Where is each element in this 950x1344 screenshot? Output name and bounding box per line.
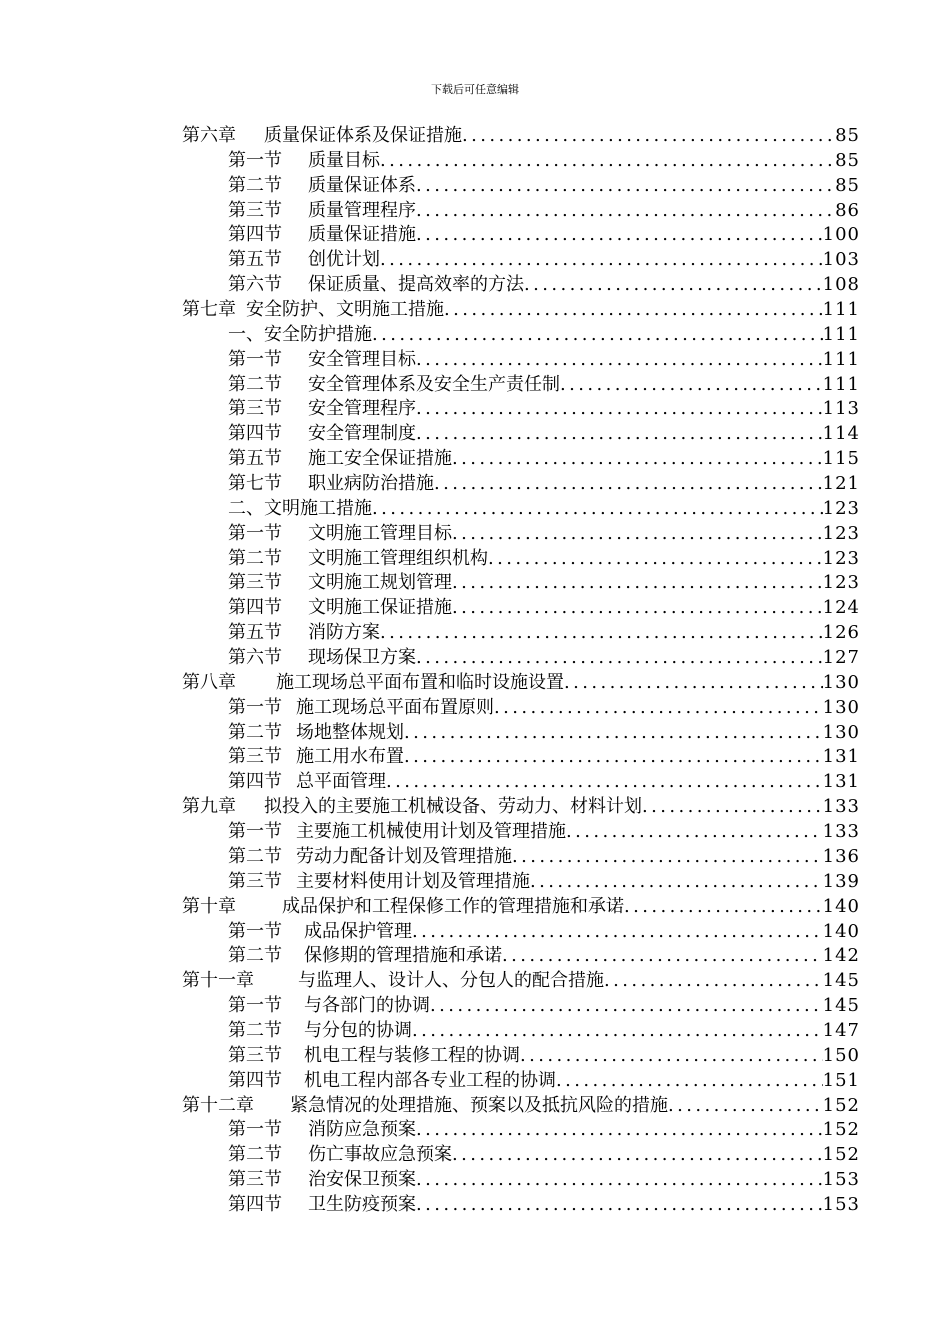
toc-dot-leader bbox=[462, 124, 835, 149]
toc-entry-text: 成品保护管理 bbox=[304, 920, 412, 942]
toc-entry-text: 消防应急预案 bbox=[308, 1119, 416, 1141]
toc-section-entry[interactable] bbox=[182, 497, 860, 522]
toc-entry-text: 质量目标 bbox=[308, 149, 380, 171]
toc-entry-title bbox=[228, 845, 512, 870]
toc-page-number: 123 bbox=[822, 547, 860, 569]
toc-entry-number: 第一节 bbox=[228, 522, 282, 544]
toc-dot-leader bbox=[512, 845, 823, 870]
toc-entry-title bbox=[228, 422, 416, 447]
toc-entry-title bbox=[228, 373, 560, 398]
toc-entry-number: 第二节 bbox=[228, 373, 282, 395]
toc-dot-leader bbox=[404, 745, 823, 770]
toc-section-entry[interactable] bbox=[182, 820, 860, 845]
toc-entry-number: 第三节 bbox=[228, 1169, 282, 1191]
toc-dot-leader bbox=[372, 323, 823, 348]
toc-entry-text: 文明施工管理目标 bbox=[308, 522, 452, 544]
toc-page-number: 131 bbox=[822, 771, 860, 793]
toc-dot-leader bbox=[452, 571, 823, 596]
toc-section-entry[interactable] bbox=[182, 447, 860, 472]
toc-entry-text: 机电工程与装修工程的协调 bbox=[304, 1044, 520, 1066]
toc-entry-title bbox=[228, 820, 566, 845]
toc-entry-title bbox=[182, 1094, 668, 1119]
toc-entry-title bbox=[228, 323, 372, 348]
toc-page-number: 85 bbox=[835, 174, 860, 196]
toc-dot-leader bbox=[624, 895, 823, 920]
toc-page-number: 147 bbox=[822, 1019, 860, 1041]
toc-section-entry[interactable] bbox=[182, 1069, 860, 1094]
toc-entry-number: 第五节 bbox=[228, 622, 282, 644]
toc-section-entry[interactable] bbox=[182, 422, 860, 447]
toc-section-entry[interactable] bbox=[182, 174, 860, 199]
toc-entry-text: 拟投入的主要施工机械设备、劳动力、材料计划 bbox=[264, 796, 642, 818]
toc-page-number: 85 bbox=[835, 125, 860, 146]
toc-page-number: 103 bbox=[822, 249, 860, 271]
toc-page-number: 127 bbox=[822, 647, 860, 669]
toc-entry-text: 安全管理程序 bbox=[308, 398, 416, 420]
toc-section-entry[interactable] bbox=[182, 770, 860, 795]
toc-entry-text: 一、安全防护措施 bbox=[228, 323, 372, 345]
toc-dot-leader bbox=[416, 1118, 823, 1143]
toc-section-entry[interactable] bbox=[182, 1168, 860, 1193]
toc-entry-number: 第一节 bbox=[228, 995, 282, 1017]
toc-section-entry[interactable] bbox=[182, 397, 860, 422]
toc-entry-number: 第三节 bbox=[228, 398, 282, 420]
toc-section-entry[interactable] bbox=[182, 696, 860, 721]
toc-entry-title bbox=[228, 1019, 412, 1044]
toc-dot-leader bbox=[566, 820, 823, 845]
toc-entry-text: 文明施工规划管理 bbox=[308, 572, 452, 594]
toc-section-entry[interactable] bbox=[182, 745, 860, 770]
toc-entry-number: 第四节 bbox=[228, 597, 282, 619]
toc-entry-text: 成品保护和工程保修工作的管理措施和承诺 bbox=[282, 895, 624, 917]
toc-entry-title bbox=[228, 571, 452, 596]
toc-dot-leader bbox=[386, 770, 823, 795]
toc-dot-leader bbox=[380, 149, 835, 174]
toc-entry-title bbox=[228, 696, 494, 721]
toc-entry-text: 主要材料使用计划及管理措施 bbox=[296, 870, 530, 892]
toc-entry-number: 第二节 bbox=[228, 1019, 282, 1041]
toc-entry-text: 总平面管理 bbox=[296, 771, 386, 793]
toc-entry-title bbox=[228, 223, 416, 248]
toc-entry-title bbox=[228, 199, 416, 224]
toc-entry-title bbox=[228, 745, 404, 770]
toc-entry-number: 第二节 bbox=[228, 845, 282, 867]
toc-dot-leader bbox=[416, 348, 823, 373]
toc-chapter-entry[interactable] bbox=[182, 671, 860, 696]
toc-entry-number: 第五节 bbox=[228, 249, 282, 271]
toc-entry-number: 第三节 bbox=[228, 199, 282, 221]
toc-entry-text: 质量保证体系及保证措施 bbox=[264, 125, 462, 146]
toc-page-number: 126 bbox=[822, 622, 860, 644]
toc-entry-text: 消防方案 bbox=[308, 622, 380, 644]
toc-page-number: 111 bbox=[822, 348, 860, 370]
toc-entry-number: 第三节 bbox=[228, 746, 282, 768]
toc-section-entry[interactable] bbox=[182, 149, 860, 174]
toc-entry-text: 场地整体规划 bbox=[296, 721, 404, 743]
toc-section-entry[interactable] bbox=[182, 273, 860, 298]
toc-section-entry[interactable] bbox=[182, 373, 860, 398]
toc-dot-leader bbox=[556, 1069, 823, 1094]
toc-dot-leader bbox=[372, 497, 823, 522]
toc-dot-leader bbox=[416, 1168, 823, 1193]
toc-page-number: 130 bbox=[822, 671, 860, 693]
toc-entry-number: 第二节 bbox=[228, 945, 282, 967]
toc-entry-title bbox=[228, 721, 404, 746]
toc-entry-number: 第九章 bbox=[182, 796, 236, 818]
toc-dot-leader bbox=[412, 920, 823, 945]
toc-entry-title bbox=[228, 920, 412, 945]
toc-dot-leader bbox=[452, 596, 823, 621]
toc-page-number: 139 bbox=[822, 870, 860, 892]
toc-section-entry[interactable] bbox=[182, 1143, 860, 1168]
toc-section-entry[interactable] bbox=[182, 920, 860, 945]
toc-dot-leader bbox=[502, 944, 823, 969]
toc-entry-text: 安全管理体系及安全生产责任制 bbox=[308, 373, 560, 395]
toc-page-number: 140 bbox=[822, 895, 860, 917]
toc-entry-title bbox=[182, 895, 624, 920]
toc-dot-leader bbox=[524, 273, 823, 298]
toc-entry-text: 治安保卫预案 bbox=[308, 1169, 416, 1191]
toc-page-number: 113 bbox=[822, 398, 860, 420]
toc-entry-text: 保修期的管理措施和承诺 bbox=[304, 945, 502, 967]
toc-page-number: 152 bbox=[822, 1144, 860, 1166]
toc-entry-title bbox=[228, 870, 530, 895]
toc-entry-text: 与分包的协调 bbox=[304, 1019, 412, 1041]
toc-section-entry[interactable] bbox=[182, 646, 860, 671]
toc-page-number: 153 bbox=[822, 1193, 860, 1215]
toc-section-entry[interactable] bbox=[182, 571, 860, 596]
toc-entry-number: 第一节 bbox=[228, 696, 282, 718]
toc-chapter-entry[interactable] bbox=[182, 1094, 860, 1119]
toc-section-entry[interactable] bbox=[182, 994, 860, 1019]
toc-entry-title bbox=[228, 994, 430, 1019]
toc-dot-leader bbox=[564, 671, 823, 696]
toc-entry-text: 主要施工机械使用计划及管理措施 bbox=[296, 821, 566, 843]
toc-entry-title bbox=[228, 596, 452, 621]
toc-entry-title bbox=[228, 522, 452, 547]
toc-page-number: 108 bbox=[822, 274, 860, 296]
toc-entry-title bbox=[182, 671, 564, 696]
toc-entry-number: 第六章 bbox=[182, 125, 236, 146]
toc-entry-number: 第三节 bbox=[228, 572, 282, 594]
toc-entry-title bbox=[228, 447, 452, 472]
toc-entry-number: 第三节 bbox=[228, 1044, 282, 1066]
toc-page-number: 153 bbox=[822, 1169, 860, 1191]
toc-entry-text: 机电工程内部各专业工程的协调 bbox=[304, 1069, 556, 1091]
toc-entry-text: 保证质量、提高效率的方法 bbox=[308, 274, 524, 296]
toc-page-number: 123 bbox=[822, 522, 860, 544]
toc-entry-text: 紧急情况的处理措施、预案以及抵抗风险的措施 bbox=[290, 1094, 668, 1116]
toc-entry-number: 第四节 bbox=[228, 771, 282, 793]
toc-page-number: 133 bbox=[822, 796, 860, 818]
toc-dot-leader bbox=[494, 696, 823, 721]
toc-chapter-entry[interactable] bbox=[182, 124, 860, 149]
toc-dot-leader bbox=[560, 373, 823, 398]
toc-entry-number: 第四节 bbox=[228, 1193, 282, 1215]
toc-dot-leader bbox=[412, 1019, 823, 1044]
toc-chapter-entry[interactable] bbox=[182, 969, 860, 994]
toc-entry-title bbox=[228, 944, 502, 969]
toc-page-number: 136 bbox=[822, 845, 860, 867]
toc-page-number: 114 bbox=[822, 423, 860, 445]
toc-dot-leader bbox=[520, 1044, 823, 1069]
toc-entry-title bbox=[182, 124, 462, 149]
toc-entry-title bbox=[228, 273, 524, 298]
toc-entry-text: 质量保证体系 bbox=[308, 174, 416, 196]
toc-dot-leader bbox=[452, 1143, 823, 1168]
toc-section-entry[interactable] bbox=[182, 1118, 860, 1143]
toc-entry-number: 第一节 bbox=[228, 821, 282, 843]
toc-entry-number: 第一节 bbox=[228, 920, 282, 942]
toc-entry-title bbox=[228, 174, 416, 199]
toc-entry-title bbox=[228, 1193, 416, 1218]
page-header: 下载后可任意编辑 bbox=[431, 83, 519, 96]
toc-entry-title bbox=[182, 298, 444, 323]
toc-entry-title bbox=[228, 1168, 416, 1193]
toc-entry-text: 与监理人、设计人、分包人的配合措施 bbox=[298, 970, 604, 992]
toc-dot-leader bbox=[416, 1193, 823, 1218]
toc-entry-text: 施工用水布置 bbox=[296, 746, 404, 768]
toc-chapter-entry[interactable] bbox=[182, 895, 860, 920]
toc-page-number: 100 bbox=[822, 224, 860, 246]
toc-entry-text: 创优计划 bbox=[308, 249, 380, 271]
toc-section-entry[interactable] bbox=[182, 248, 860, 273]
toc-entry-number: 第七节 bbox=[228, 473, 282, 495]
toc-page-number: 111 bbox=[822, 323, 860, 345]
toc-entry-text: 劳动力配备计划及管理措施 bbox=[296, 845, 512, 867]
toc-section-entry[interactable] bbox=[182, 870, 860, 895]
toc-entry-number: 第四节 bbox=[228, 423, 282, 445]
toc-entry-text: 施工现场总平面布置和临时设施设置 bbox=[276, 671, 564, 693]
toc-entry-title bbox=[228, 472, 434, 497]
toc-page-number: 142 bbox=[822, 945, 860, 967]
toc-entry-text: 施工现场总平面布置原则 bbox=[296, 696, 494, 718]
toc-dot-leader bbox=[416, 646, 823, 671]
toc-section-entry[interactable] bbox=[182, 621, 860, 646]
toc-entry-title bbox=[182, 795, 642, 820]
toc-entry-number: 第十一章 bbox=[182, 970, 254, 992]
toc-dot-leader bbox=[416, 199, 835, 224]
toc-entry-text: 质量管理程序 bbox=[308, 199, 416, 221]
toc-dot-leader bbox=[430, 994, 823, 1019]
toc-entry-text: 与各部门的协调 bbox=[304, 995, 430, 1017]
toc-chapter-entry[interactable] bbox=[182, 795, 860, 820]
toc-entry-text: 安全管理目标 bbox=[308, 348, 416, 370]
toc-page-number: 123 bbox=[822, 572, 860, 594]
toc-entry-text: 文明施工保证措施 bbox=[308, 597, 452, 619]
toc-dot-leader bbox=[416, 223, 823, 248]
toc-page-number: 152 bbox=[822, 1094, 860, 1116]
toc-page-number: 111 bbox=[822, 373, 860, 395]
toc-entry-title bbox=[228, 547, 488, 572]
toc-entry-title bbox=[228, 1143, 452, 1168]
toc-dot-leader bbox=[642, 795, 823, 820]
toc-page-number: 123 bbox=[822, 497, 860, 519]
toc-entry-text: 安全管理制度 bbox=[308, 423, 416, 445]
toc-entry-text: 文明施工管理组织机构 bbox=[308, 547, 488, 569]
toc-dot-leader bbox=[416, 174, 835, 199]
toc-entry-text: 现场保卫方案 bbox=[308, 647, 416, 669]
toc-dot-leader bbox=[416, 422, 823, 447]
toc-dot-leader bbox=[380, 248, 823, 273]
toc-page-number: 124 bbox=[822, 597, 860, 619]
toc-entry-text: 职业病防治措施 bbox=[308, 473, 434, 495]
toc-section-entry[interactable] bbox=[182, 721, 860, 746]
toc-entry-number: 第二节 bbox=[228, 721, 282, 743]
toc-entry-number: 第六节 bbox=[228, 647, 282, 669]
toc-entry-title bbox=[228, 770, 386, 795]
toc-entry-title bbox=[228, 1044, 520, 1069]
toc-entry-number: 第八章 bbox=[182, 671, 236, 693]
toc-entry-number: 第五节 bbox=[228, 448, 282, 470]
toc-dot-leader bbox=[604, 969, 823, 994]
toc-entry-title bbox=[228, 149, 380, 174]
toc-entry-number: 第七章 bbox=[182, 299, 236, 321]
table-of-contents bbox=[182, 124, 860, 1218]
toc-entry-title bbox=[228, 397, 416, 422]
toc-page-number: 86 bbox=[835, 199, 860, 221]
toc-page-number: 130 bbox=[822, 696, 860, 718]
toc-page-number: 151 bbox=[822, 1069, 860, 1091]
toc-entry-text: 二、文明施工措施 bbox=[228, 497, 372, 519]
toc-page-number: 85 bbox=[835, 149, 860, 171]
toc-section-entry[interactable] bbox=[182, 547, 860, 572]
toc-section-entry[interactable] bbox=[182, 1193, 860, 1218]
toc-page-number: 145 bbox=[822, 995, 860, 1017]
toc-entry-text: 伤亡事故应急预案 bbox=[308, 1144, 452, 1166]
toc-dot-leader bbox=[452, 522, 823, 547]
toc-section-entry[interactable] bbox=[182, 522, 860, 547]
toc-entry-number: 第二节 bbox=[228, 547, 282, 569]
toc-section-entry[interactable] bbox=[182, 348, 860, 373]
toc-dot-leader bbox=[434, 472, 823, 497]
toc-entry-text: 质量保证措施 bbox=[308, 224, 416, 246]
toc-entry-number: 第一节 bbox=[228, 348, 282, 370]
toc-entry-text: 安全防护、文明施工措施 bbox=[246, 299, 444, 321]
toc-entry-number: 第四节 bbox=[228, 224, 282, 246]
toc-section-entry[interactable] bbox=[182, 1019, 860, 1044]
toc-section-entry[interactable] bbox=[182, 223, 860, 248]
toc-section-entry[interactable] bbox=[182, 845, 860, 870]
toc-dot-leader bbox=[416, 397, 823, 422]
toc-entry-number: 第十二章 bbox=[182, 1094, 254, 1116]
toc-chapter-entry[interactable] bbox=[182, 298, 860, 323]
toc-dot-leader bbox=[488, 547, 823, 572]
toc-dot-leader bbox=[404, 721, 823, 746]
toc-page-number: 130 bbox=[822, 721, 860, 743]
toc-dot-leader bbox=[452, 447, 823, 472]
toc-entry-number: 第十章 bbox=[182, 895, 236, 917]
toc-entry-title bbox=[228, 1118, 416, 1143]
toc-page-number: 145 bbox=[822, 970, 860, 992]
toc-entry-number: 第六节 bbox=[228, 274, 282, 296]
toc-entry-title bbox=[182, 969, 604, 994]
toc-entry-title bbox=[228, 646, 416, 671]
toc-page-number: 150 bbox=[822, 1044, 860, 1066]
toc-page-number: 152 bbox=[822, 1119, 860, 1141]
toc-section-entry[interactable] bbox=[182, 596, 860, 621]
toc-entry-number: 第一节 bbox=[228, 1119, 282, 1141]
toc-entry-title bbox=[228, 348, 416, 373]
toc-dot-leader bbox=[444, 298, 823, 323]
toc-entry-number: 第二节 bbox=[228, 1144, 282, 1166]
toc-section-entry[interactable] bbox=[182, 199, 860, 224]
toc-page-number: 140 bbox=[822, 920, 860, 942]
toc-entry-number: 第一节 bbox=[228, 149, 282, 171]
toc-entry-title bbox=[228, 1069, 556, 1094]
toc-dot-leader bbox=[530, 870, 823, 895]
toc-entry-number: 第二节 bbox=[228, 174, 282, 196]
toc-entry-number: 第三节 bbox=[228, 870, 282, 892]
toc-section-entry[interactable] bbox=[182, 323, 860, 348]
toc-entry-number: 第四节 bbox=[228, 1069, 282, 1091]
toc-entry-text: 施工安全保证措施 bbox=[308, 448, 452, 470]
toc-section-entry[interactable] bbox=[182, 472, 860, 497]
toc-section-entry[interactable] bbox=[182, 944, 860, 969]
toc-dot-leader bbox=[380, 621, 823, 646]
toc-entry-title bbox=[228, 621, 380, 646]
toc-page-number: 115 bbox=[822, 448, 860, 470]
toc-page-number: 131 bbox=[822, 746, 860, 768]
toc-page-number: 133 bbox=[822, 821, 860, 843]
toc-entry-text: 卫生防疫预案 bbox=[308, 1193, 416, 1215]
toc-page-number: 111 bbox=[822, 299, 860, 321]
toc-entry-title bbox=[228, 497, 372, 522]
toc-section-entry[interactable] bbox=[182, 1044, 860, 1069]
toc-page-number: 121 bbox=[822, 473, 860, 495]
toc-entry-title bbox=[228, 248, 380, 273]
toc-dot-leader bbox=[668, 1094, 823, 1119]
